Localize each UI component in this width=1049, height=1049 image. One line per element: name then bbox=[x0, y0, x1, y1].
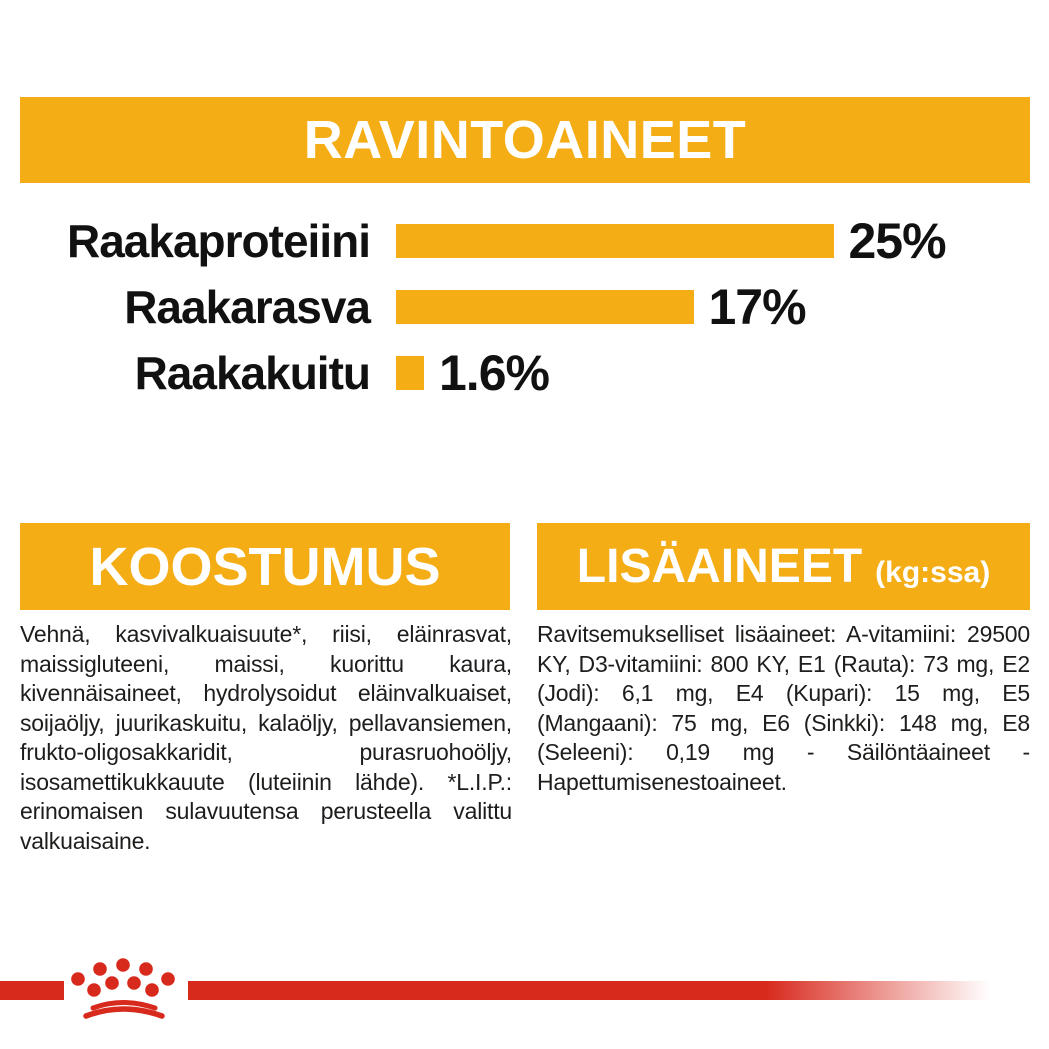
chart-row bbox=[0, 340, 1049, 406]
footer-stripe-right bbox=[188, 981, 990, 1000]
chart-category-label: Raakaproteiini bbox=[67, 215, 370, 267]
nutrients-banner bbox=[20, 97, 1030, 183]
nutrients-title: RAVINTOAINEET bbox=[303, 110, 747, 170]
chart-category-label: Raakakuitu bbox=[134, 347, 370, 399]
chart-bar bbox=[396, 356, 424, 390]
chart-row bbox=[0, 208, 1049, 274]
chart-category-label: Raakarasva bbox=[124, 281, 370, 333]
chart-bar bbox=[396, 290, 694, 324]
additives-title: LISÄAINEET bbox=[576, 540, 863, 593]
chart-value-label: 1.6% bbox=[439, 345, 549, 401]
footer-stripe-left bbox=[0, 981, 64, 1000]
nutrients-bar-chart bbox=[0, 208, 1049, 406]
composition-body: Vehnä, kasvivalkuaisuute*, riisi, eläinrasvat, maissigluteeni, maissi, kuorittu kaura, kivennäisaineet, hydrolysoidut eläinvalkuaiset, soijaöljy, juurikaskuitu, kalaöljy, pellavansiemen, frukto-oligosakkaridit, purasruohoöljy, isosamettikukkauute (luteiinin lähde). *L.I.P.: erinomaisen sulavuutensa perusteella valittu valkuaisaine. bbox=[20, 621, 512, 854]
additives-title-suffix: (kg:ssa) bbox=[875, 556, 991, 589]
additives-body: Ravitsemukselliset lisäaineet: A-vitamiini: 29500 KY, D3-vitamiini: 800 KY, E1 (Rauta): 73 mg, E2 (Jodi): 6,1 mg, E4 (Kupari): 15 mg, E5 (Mangaani): 75 mg, E6 (Sinkki): 148 mg, E8 (Seleeni): 0,19 mg - Säilöntäaineet - Hapettumisenestoaineet. bbox=[537, 621, 1030, 795]
chart-row bbox=[0, 274, 1049, 340]
royal-canin-crown-icon bbox=[62, 955, 186, 1019]
composition-banner bbox=[20, 523, 510, 610]
chart-value-label: 17% bbox=[708, 279, 806, 335]
chart-value-label: 25% bbox=[848, 213, 946, 269]
additives-banner bbox=[537, 523, 1030, 610]
chart-bar bbox=[396, 224, 834, 258]
composition-title: KOOSTUMUS bbox=[89, 536, 441, 597]
